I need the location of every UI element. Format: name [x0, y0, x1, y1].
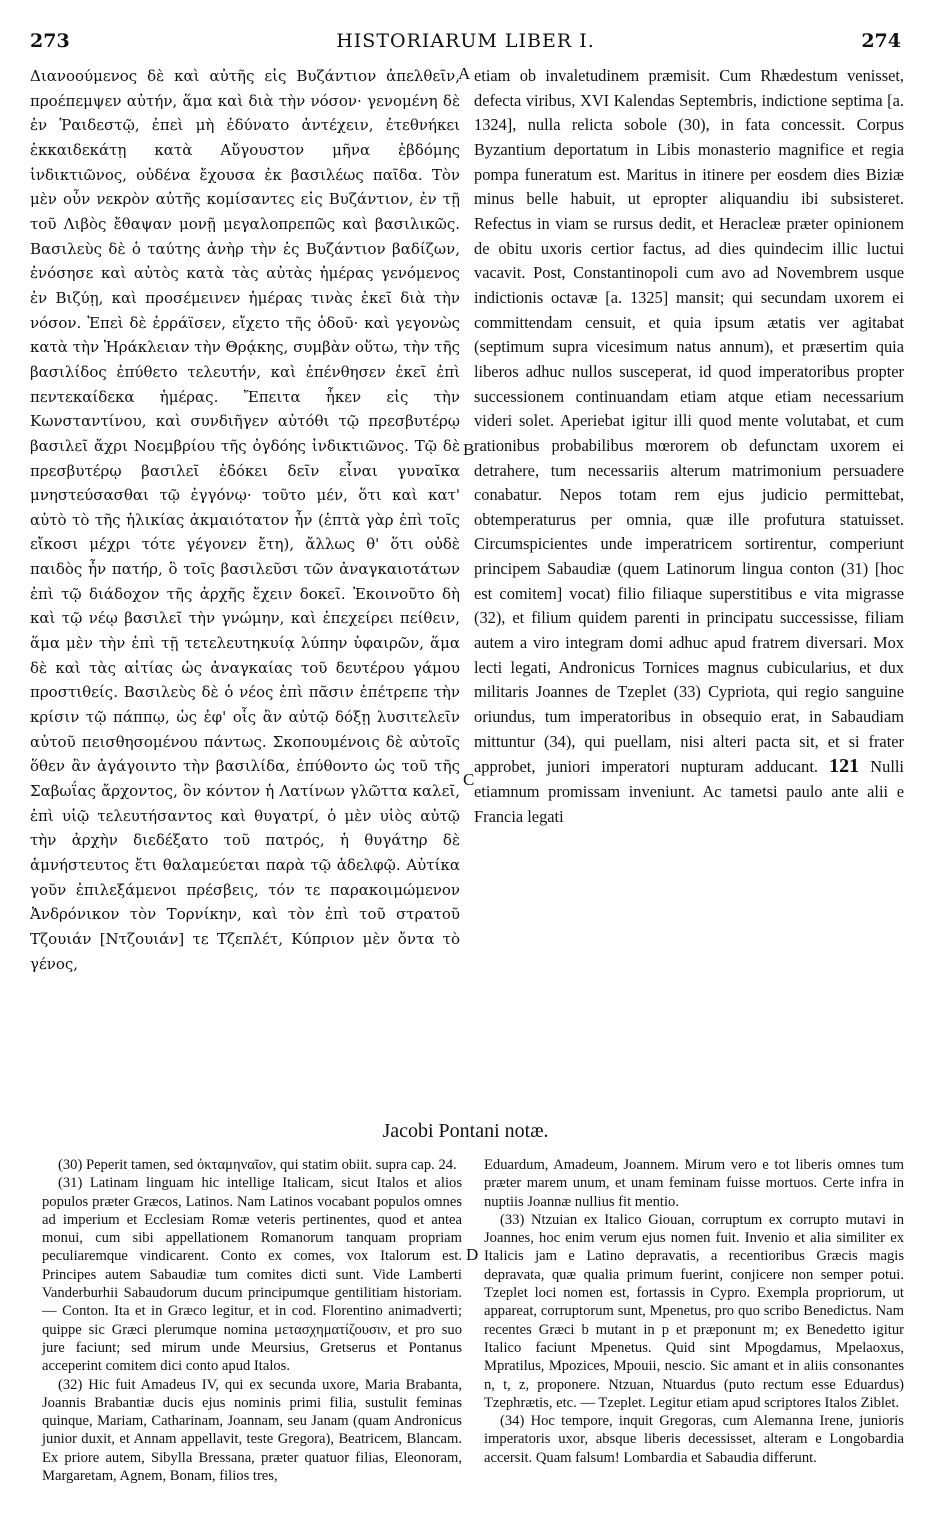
margin-letter-a: A: [458, 64, 471, 83]
latin-text-tail: Nulli etiamnum promissam inveniunt. Ac tametsi paulo ante alii e Francia legati: [474, 757, 904, 826]
page-number-right: 274: [861, 30, 901, 52]
note-31: (31) Latinam linguam hic intellige Italicam, sicut Italos et alios populos præter Græcos, Latinos. Nam Latinos vocabant populos omnes ad imperium et Ecclesiam Romæ veteris pertinentes, quod et antea monui, cum sibi appellationem Romanorum tanquam propriam peculiaremque vindicarent. Conto ex comes, vox Italorum est. Principes autem Sabaudiæ tum comites dicti sunt. Vide Lamberti Vanderburhii Sabaudorum ducum principumque gentilitiam historiam. — Conton. Ita et in Græco legitur, et in cod. Florentino animadverti; quippe sic Græci plerumque nomina μετασχηματίζουσιν, et pro suo jure faciunt; sed mirum unde Meursius, Gretserus et Pontanus acceperint comitem dici conto apud Italos.: [42, 1175, 462, 1375]
note-32: (32) Hic fuit Amadeus IV, qui ex secunda uxore, Maria Brabanta, Joannis Brabantiæ ducis ejus nominis primi filia, sustulit feminas quinque, Mariam, Catharinam, Joannam, seu Janam (quam Andronicus junior duxit, et Annam appellavit, teste Gregora), Beatricem, Blancam. Ex priore autem, Sibylla Bressana, præter quatuor filias, Eleonoram, Margaretam, Agnem, Bonam, filios tres,: [42, 1376, 462, 1485]
section-marker: 121: [829, 755, 860, 778]
running-title: HISTORIARUM LIBER I.: [336, 30, 595, 52]
running-header: [30, 30, 901, 60]
note-30: (30) Peperit tamen, sed ὀκταμηναῖον, qui statim obiit. supra cap. 24.: [58, 1157, 457, 1173]
note-32-continued: Eduardum, Amadeum, Joannem. Mirum vero e tot liberis omnes tum præter marem unum, et unam feminam fuisse mortuos. Certe infra in nuptiis Joannæ nullius fit mentio.: [484, 1157, 904, 1210]
notes-left-column: [42, 1156, 462, 1485]
greek-text-column: Διανοούμενος δὲ καὶ αὐτῆς εἰς Βυζάντιον ἀπελθεῖν, προέπεμψεν αὐτήν, ἅμα καὶ διὰ τὴν νόσον· γενομένη δὲ ἐν Ῥαιδεστῷ, ἐπεὶ μὴ ἐδύνατο ἀντέχειν, ἐτεθνήκει ἑκκαιδεκάτῃ κατὰ Αὔγουστον μῆνα ἑβδόμης ἰνδικτιῶνος, οὐδένα ἔχουσα ἐκ βασιλέως παῖδα. Τὸν μὲν οὖν νεκρὸν αὐτῆς κομίσαντες εἰς Βυζάντιον, ἐν τῇ τοῦ Λιβὸς ἔθαψαν μονῇ μεγαλοπρεπῶς καὶ βασιλικῶς. Βασιλεὺς δὲ ὁ ταύτης ἀνὴρ τὴν ἐς Βυζάντιον βαδίζων, ἐνόσησε καὶ αὐτὸς κατὰ τὰς αὐτὰς ἡμέρας γενόμενος ἐν Βιζύῃ, καὶ προσέμεινεν ἡμέρας τινὰς ἐκεῖ διὰ τὴν νόσον. Ἐπεὶ δὲ ἐρράϊσεν, εἴχετο τῆς ὁδοῦ· καὶ γεγονὼς κατὰ τὴν Ἡράκλειαν τὴν Θρᾴκης, συμβὰν οὕτω, τὴν τῆς βασιλίδος ἐπύθετο τελευτήν, καὶ ἐπένθησεν ἐκεῖ ἐπὶ πεντεκαίδεκα ἡμέρας. Ἔπειτα ἧκεν εἰς τὴν Κωνσταντίνου, καὶ συνδιῆγεν αὐτόθι τῷ πρεσβυτέρῳ βασιλεῖ ἄχρι Νοεμβρίου τῆς ὀγδόης ἰνδικτιῶνος. Τῷ δὲ πρεσβυτέρῳ βασιλεῖ ἐδόκει δεῖν εἶναι γυναῖκα μνηστεύσασθαι τῷ ἐγγόνῳ· τοῦτο μέν, ὅτι καὶ κατ' αὐτὸ τὸ τῆς ἡλικίας ἀκμαιότατον ἦν (ἑπτὰ γὰρ ἐπὶ τοῖς εἴκοσι μέχρι τότε γέγονεν ἔτη), ἄλλως θ' ὅτι οὐδὲ παιδὸς ἦν πατήρ, ὃ τοῖς βασιλεῦσι τῶν ἀναγκαιοτάτων ἐπὶ τῷ διάδοχον τῆς ἀρχῆς ἔχειν δοκεῖ. Ἐκοινοῦτο δὴ καὶ τῷ νέῳ βασιλεῖ τὴν γνώμην, καὶ ἐπεχείρει πείθειν, ἅμα μὲν τὴν ἐπὶ τῇ τετελευτηκυίᾳ λύπην ὑφαιρῶν, ἅμα δὲ καὶ τὰς αἰτίας ὡς ἀναγκαίας τοῦ δευτέρου γάμου προστιθείς. Βασιλεὺς δὲ ὁ νέος ἐπὶ πᾶσιν ἐπέτρεπε τὴν κρίσιν τῷ πάππῳ, ὡς ἐφ' οἷς ἂν αὐτῷ δόξῃ λυσιτελεῖν αὐτοῦ πεισθησομένου πάντως. Σκοπουμένοις δὲ αὐτοῖς ὅθεν ἂν ἀγάγοιντο τὴν βασιλίδα, ἐπύθοντο ὡς τοῦ τῆς Σαβωΐας ἄρχοντος, ὃν κόντον ἡ Λατίνων γλῶττα καλεῖ, ἐπὶ υἱῷ τελευτήσαντος καὶ θυγατρί, ὁ μὲν υἱὸς αὐτῷ τὴν ἀρχὴν διεδέξατο τοῦ πατρός, ἡ θυγάτηρ δὲ ἀμνήστευτος ἔτι θαλαμεύεται παρὰ τῷ ἀδελφῷ. Αὐτίκα γοῦν ἐπιλεξάμενοι πρέσβεις, τόν τε παρακοιμώμενον Ἀνδρόνικον τὸν Τορνίκην, καὶ τὸν ἐπὶ τοῦ στρατοῦ Τζουιάν [Ντζουιάν] τε Τζεπλέτ, Κύπριον μὲν ὄντα τὸ γένος,: [30, 67, 460, 973]
notes-title: Jacobi Pontani notæ.: [382, 1120, 549, 1142]
latin-text-column: [474, 64, 904, 829]
margin-letter-b: B: [463, 440, 475, 459]
margin-letter-c: C: [463, 770, 475, 789]
note-34: (34) Hoc tempore, inquit Gregoras, cum Alemanna Irene, junioris imperatoris uxor, absque liberis decessisset, alteram e Longobardia accersit. Quam falsum! Lombardia et Sabaudia differunt.: [484, 1413, 904, 1466]
latin-text: etiam ob invaletudinem præmisit. Cum Rhædestum venisset, defecta viribus, XVI Kalendas Septembris, indictione septima [a. 1324], nulla relicta sobole (30), in fata concessit. Corpus Byzantium deportatum in Libis monasterio magnifice et regia pompa funeratum est. Maritus in itinere per eosdem dies Biziæ minus belle habuit, ut epropter aliquandiu ibi subsisteret. Refectus in viam se rursus dedit, et Heracleæ præter opinionem de obitu uxoris certior factus, ad dies quindecim illic luctui vacavit. Post, Constantinopoli cum avo ad Novembrem usque indictionis octavæ [a. 1325] mansit; qui secundam uxorem ei committendam censuit, et quia ipsum ætatis ver agitabat (septimum supra vicesimum natus annum), et præsertim quia liberos adhuc nullos susceperat, id quod imperatoribus propter successionem continuandam etiam atque etiam necessarium videri solet. Aperiebat igitur illi quod mente volutabat, et cum rationibus probabilibus mœrorem ob defunctam uxorem ei detrahere, tum necessariis alterum matrimonium persuadere conabatur. Nepos totam rem ejus judicio permittebat, obtemperaturus per omnia, quæ ille profutura statuisset. Circumspicientes unde imperatricem sortirentur, comperiunt principem Sabaudiæ (quem Latinorum lingua conton (31) [hoc est comitem] vocat) filio filiaque superstitibus e vita migrasse (32), et filium quidem parenti in principatu successisse, filiam autem a viro integram domi adhuc apud fratrem diversari. Mox lecti legati, Andronicus Tornices magnus cubicularius, et dux militaris Joannes de Tzeplet (33) Cypriota, qui regio sanguine oriundus, tum imperatoribus in obsequio erat, in Sabaudiam mittuntur (34), qui puellam, nisi alteri pacta sit, et si frater approbet, juniori imperatori nupturam adducant.: [474, 66, 904, 777]
notes-right-column: [484, 1156, 904, 1467]
margin-letter-d: D: [466, 1245, 479, 1264]
page-number-left: 273: [30, 30, 70, 52]
note-33: (33) Ntzuian ex Italico Giouan, corruptum ex corrupto mutavi in Joannes, hoc enim verum ejus nomen fuit. Invenio et alia similiter ex Italicis jam e Latino depravatis, a recentioribus Græcis magis depravata, quæ qualia primum fuerint, conjicere non semper potui. Tzeplet loci nomen est, fortassis in Cypro. Exempla propriorum, ut appareat, corruptorum sunt, Mpenetus, pro quo scribo Benedictus. Nam recentes Græci b mutant in p et præponunt m; ex Benedetto igitur Italico faciunt Mpenetus. Quid sint Mpogdamus, Mpelaoxus, Mpratilus, Mpozices, Mpouii, nescio. Sic amant et in aliis consonantes n, t, z, proponere. Ntzuan, Ntuardus (puto rectum esse Eduardus) Tzephrætis, etc. — Tzeplet. Legitur etiam apud scriptores Italos Ziblet.: [484, 1211, 904, 1411]
